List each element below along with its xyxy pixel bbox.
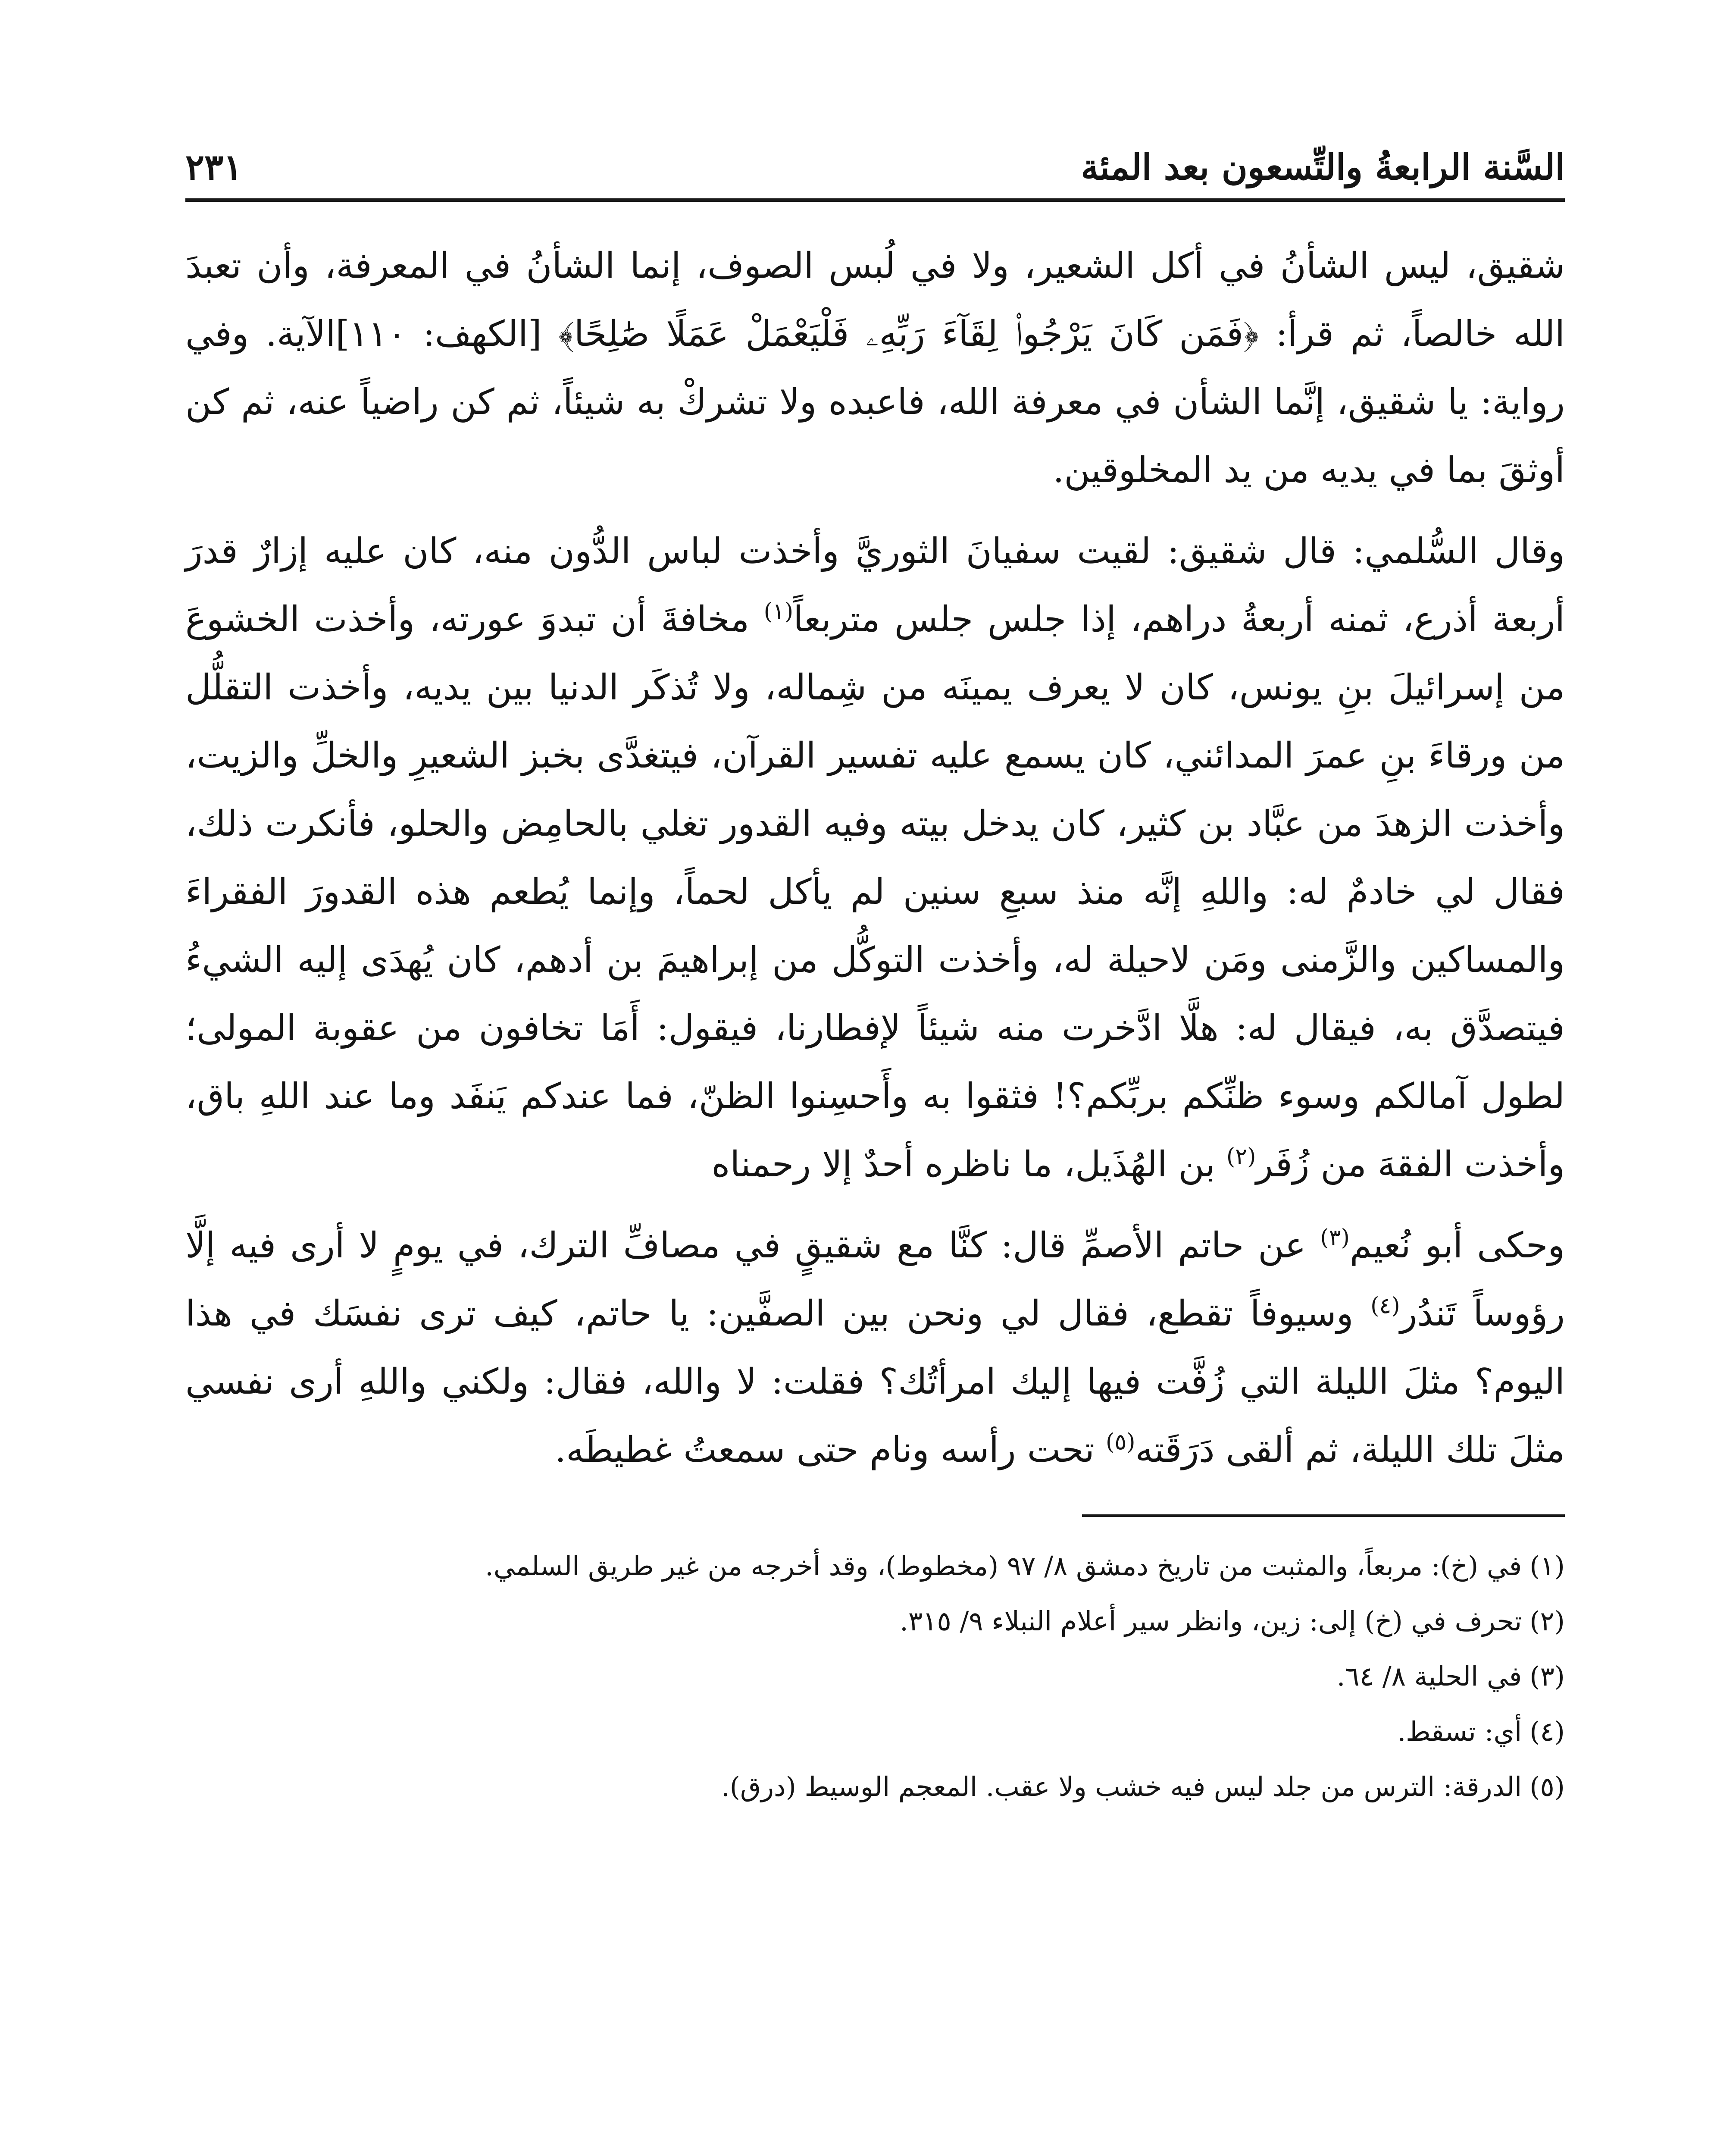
footnote-divider <box>1082 1514 1565 1517</box>
paragraph-2-text-a: وقال السُّلمي: قال شقيق: لقيت سفيانَ الثوريَّ وأخذت لباس الدُّون منه، كان عليه إزارٌ قدرَ أربعة أذرع، ثمنه أربعةُ دراهم، إذا جلس جلس متربعاً <box>185 531 1565 640</box>
paragraph-2-text-c: بن الهُذَيل، ما ناظره أحدٌ إلا رحمناه <box>711 1144 1226 1185</box>
footnote-marker-5[interactable]: (٥) <box>1106 1429 1135 1455</box>
paragraph-3-text-c: وسيوفاً تقطع، فقال لي ونحن بين الصفَّين: يا حاتم، كيف ترى نفسَك في هذا اليوم؟ مثلَ الليلة التي زُفَّت فيها إليك امرأتُك؟ فقلت: لا والله، فقال: ولكني واللهِ أرى نفسي مثلَ تلك الليلة، ثم ألقى دَرَقَته <box>185 1293 1565 1470</box>
footnote-text: تحرف في (خ) إلى: زين، وانظر سير أعلام النبلاء ٩/ ٣١٥. <box>900 1605 1522 1637</box>
paragraph-1-text-a: شقيق، ليس الشأنُ في أكل الشعير، ولا في لُبس الصوف، إنما الشأنُ في المعرفة، وأن تعبدَ الله خالصاً، ثم قرأ: <box>185 245 1565 354</box>
footnote-4 <box>185 1704 1565 1759</box>
footnote-1 <box>185 1539 1565 1594</box>
quran-verse: ﴿فَمَن كَانَ يَرْجُوا۟ لِقَآءَ رَبِّهِۦ فَلْيَعْمَلْ عَمَلًا صَٰلِحًا﴾ <box>558 313 1259 354</box>
paragraph-2-text-b: مخافةَ أن تبدوَ عورته، وأخذت الخشوعَ من إسرائيلَ بنِ يونس، كان لا يعرف يمينَه من شِماله، ولا تُذكَر الدنيا بين يديه، وأخذت التقلُّل من ورقاءَ بنِ عمرَ المدائني، كان يسمع عليه تفسير القرآن، فيتغدَّى بخبز الشعيرِ والخلِّ والزيت، وأخذت الزهدَ من عبَّاد بن كثير، كان يدخل بيته وفيه القدور تغلي بالحامِض والحلو، فأنكرت ذلك، فقال لي خادمٌ له: واللهِ إنَّه منذ سبعِ سنين لم يأكل لحماً، وإنما يُطعم هذه القدورَ الفقراءَ والمساكين والزَّمنى ومَن لاحيلة له، وأخذت التوكُّل من إبراهيمَ بن أدهم، كان يُهدَى إليه الشيءُ فيتصدَّق به، فيقال له: هلَّا ادَّخرت منه شيئاً لإفطارنا، فيقول: أَمَا تخافون من عقوبة المولى؛ لطول آمالكم وسوء ظنِّكم بربِّكم؟! فثقوا به وأَحسِنوا الظنّ، فما عندكم يَنفَد وما عند اللهِ باق، وأخذت الفقهَ من زُفَر <box>185 599 1565 1185</box>
footnote-number: (١) <box>1529 1550 1565 1582</box>
footnote-number: (٢) <box>1529 1605 1565 1637</box>
footnotes <box>185 1539 1565 1814</box>
footnote-marker-3[interactable]: (٣) <box>1320 1225 1350 1251</box>
footnote-marker-2[interactable]: (٢) <box>1226 1144 1256 1170</box>
paragraph-1 <box>185 232 1565 505</box>
paragraph-3-text-b: عن حاتم الأصمِّ قال: كنَّا مع شقيقٍ في مصافِّ الترك، في يومٍ لا أرى فيه إلَّا رؤوساً تَندُر <box>185 1225 1565 1334</box>
footnote-number: (٥) <box>1529 1771 1565 1802</box>
footnote-marker-4[interactable]: (٤) <box>1370 1293 1400 1319</box>
book-page <box>185 129 1565 1814</box>
footnote-number: (٣) <box>1529 1661 1565 1692</box>
footnote-text: في (خ): مربعاً، والمثبت من تاريخ دمشق ٨/ ٩٧ (مخطوط)، وقد أخرجه من غير طريق السلمي. <box>485 1550 1522 1582</box>
footnote-number: (٤) <box>1529 1716 1565 1747</box>
paragraph-3-text-a: وحكى أبو نُعيم <box>1349 1225 1565 1266</box>
footnote-marker-1[interactable]: (١) <box>763 599 794 625</box>
paragraph-3 <box>185 1212 1565 1484</box>
footnote-2 <box>185 1594 1565 1649</box>
footnote-text: في الحلية ٨/ ٦٤. <box>1336 1661 1522 1692</box>
page-header <box>185 129 1565 202</box>
footnote-3 <box>185 1649 1565 1704</box>
paragraph-3-text-d: تحت رأسه ونام حتى سمعتُ غطيطَه. <box>555 1429 1106 1470</box>
paragraph-1-text-b: [الكهف: ١١٠]الآية. وفي رواية: يا شقيق، إنَّما الشأن في معرفة الله، فاعبده ولا تشركْ به شيئاً، ثم كن راضياً عنه، ثم كن أوثقَ بما في يديه من يد المخلوقين. <box>185 313 1565 491</box>
paragraph-2 <box>185 517 1565 1199</box>
footnote-text: أي: تسقط. <box>1397 1716 1522 1747</box>
footnote-5 <box>185 1759 1565 1814</box>
page-number: ٢٣١ <box>185 147 243 188</box>
main-text <box>185 232 1565 1484</box>
running-title: السَّنة الرابعةُ والتِّسعون بعد المئة <box>1081 147 1565 188</box>
footnote-text: الدرقة: الترس من جلد ليس فيه خشب ولا عقب. المعجم الوسيط (درق). <box>721 1771 1522 1802</box>
